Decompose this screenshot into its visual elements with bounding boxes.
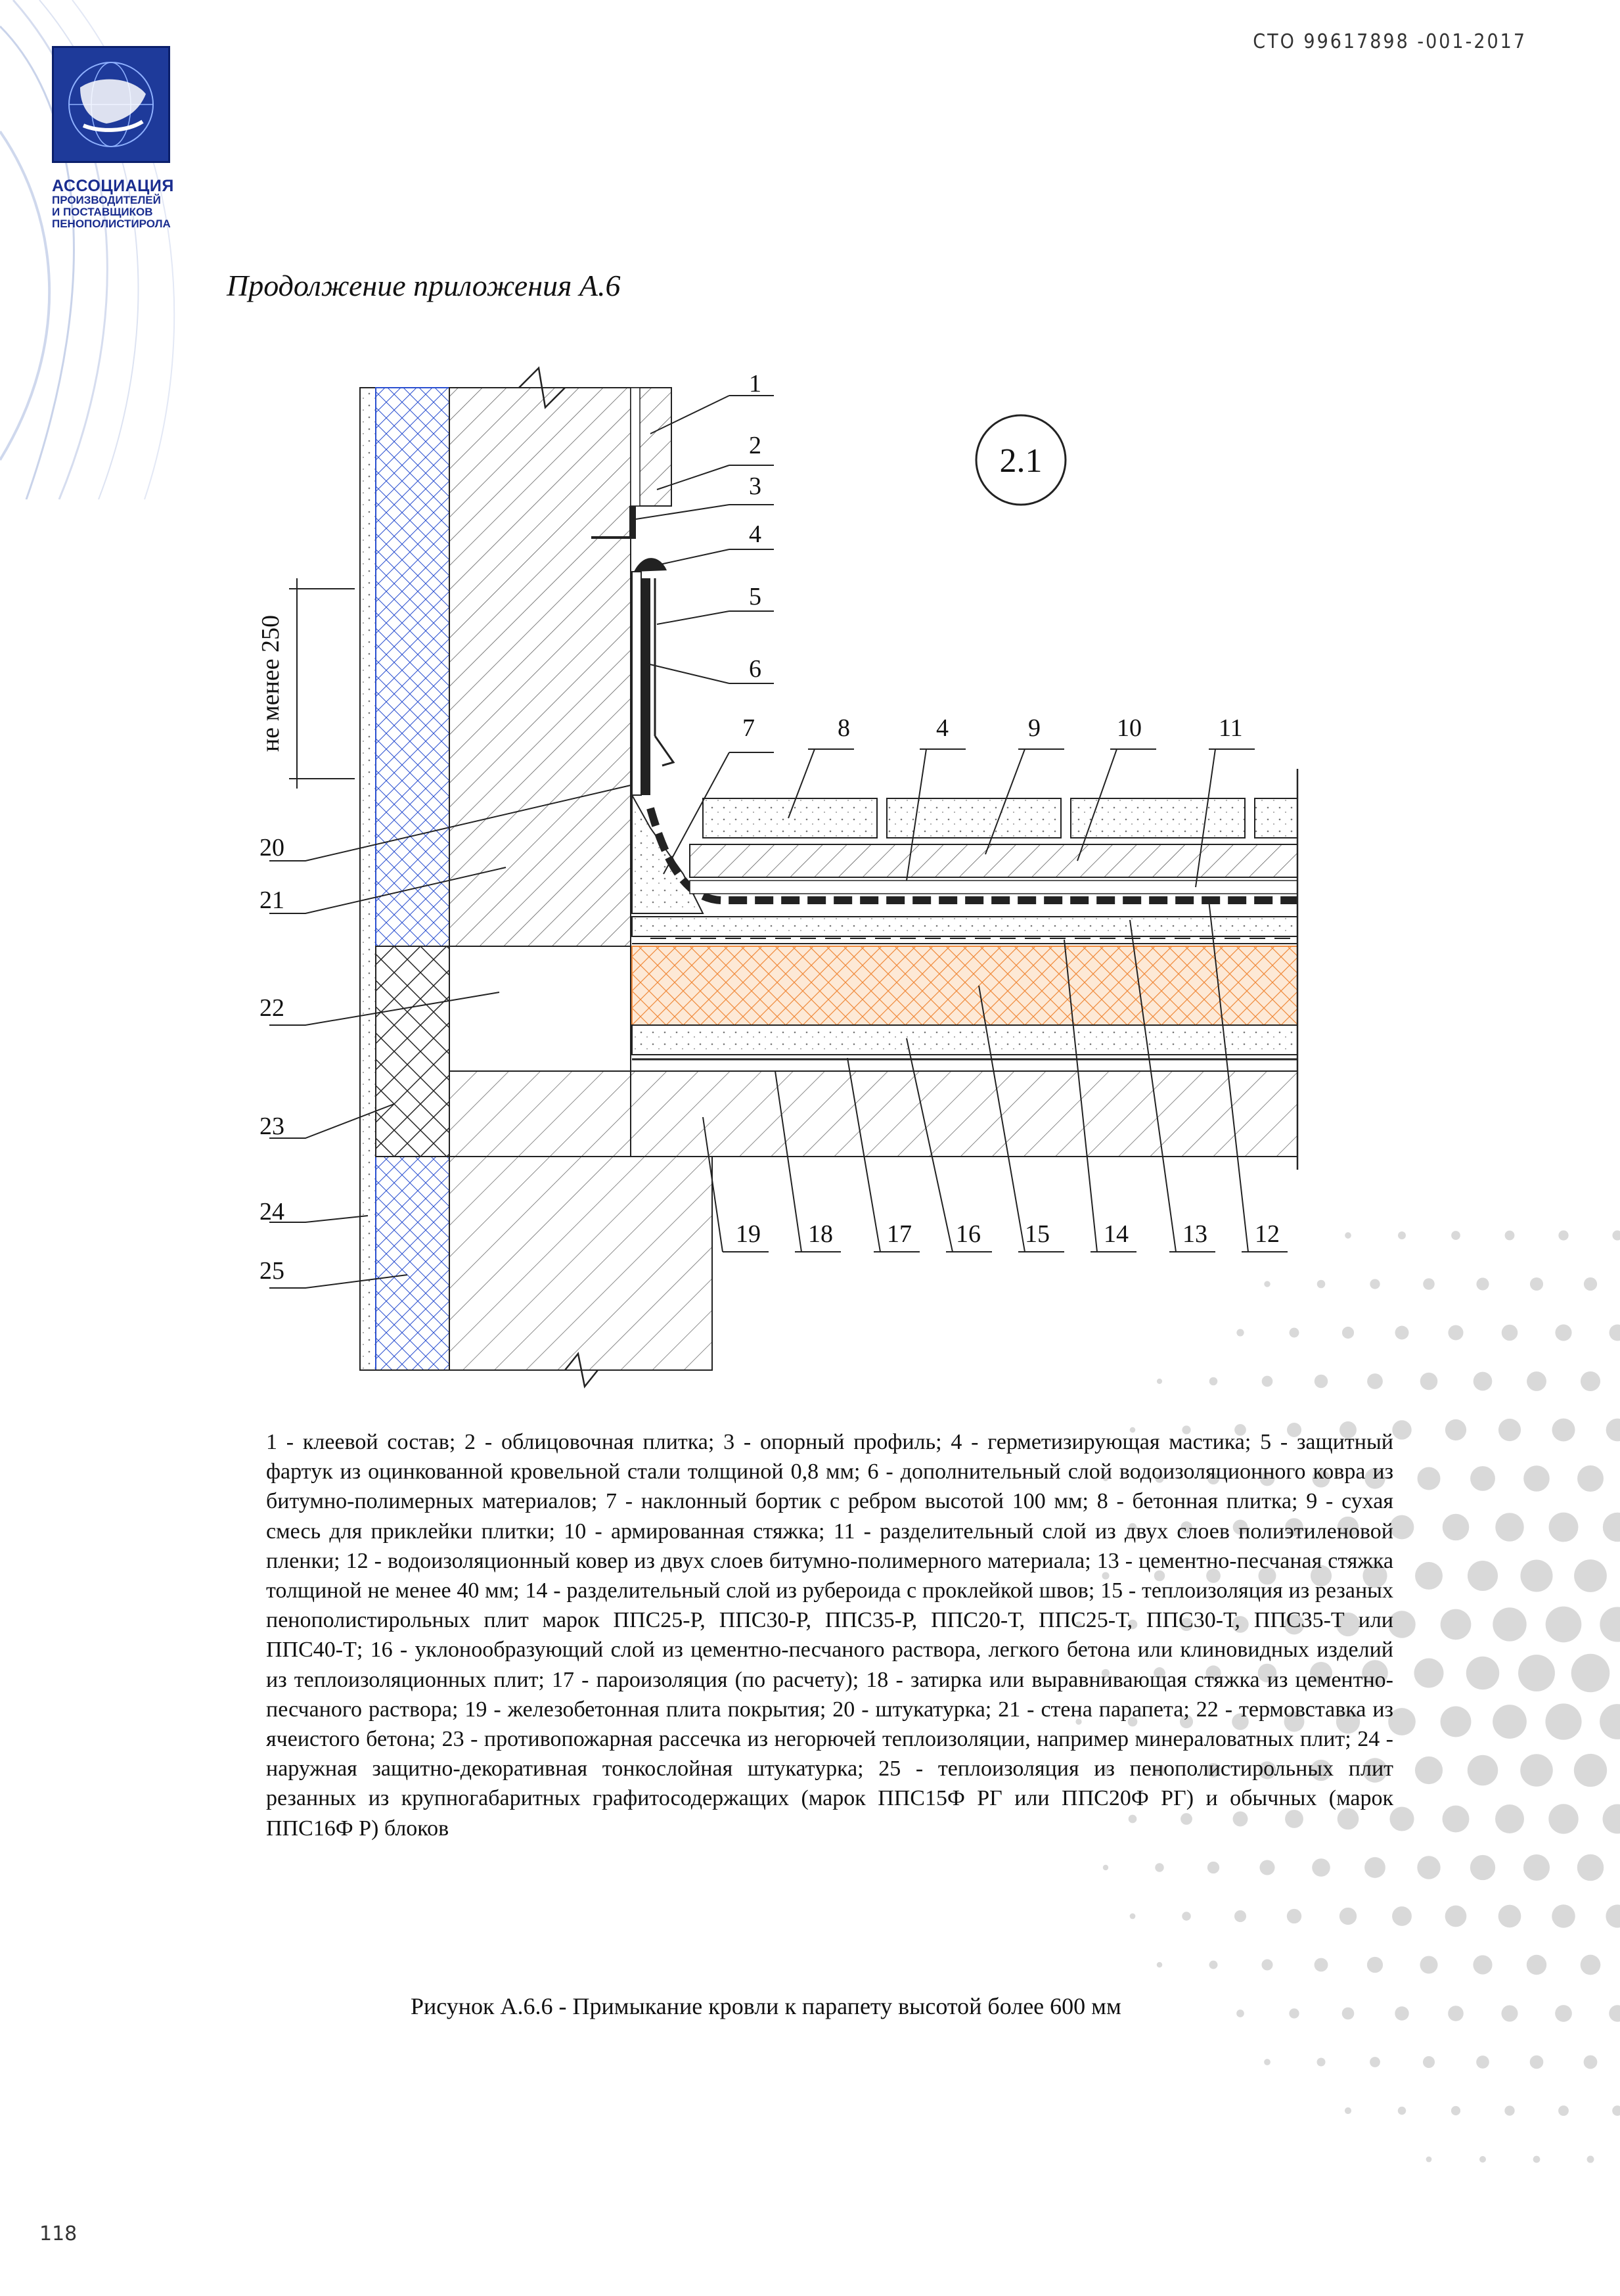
halftone-dot: [1315, 1958, 1328, 1972]
halftone-dot: [1441, 1707, 1472, 1737]
halftone-dot: [1392, 1906, 1412, 1926]
halftone-dot: [1441, 1609, 1472, 1640]
callout-13: 13: [1182, 1220, 1207, 1248]
halftone-dot: [1370, 2057, 1380, 2067]
halftone-dot: [1520, 1559, 1552, 1592]
callout-10: 10: [1117, 714, 1142, 742]
halftone-dot: [1574, 1559, 1607, 1592]
halftone-dot: [1476, 2055, 1489, 2069]
halftone-dot: [1209, 1961, 1218, 1969]
halftone-dot: [1493, 1607, 1526, 1641]
figure-legend: 1 - клеевой состав; 2 - облицовочная плитка; 3 - опорный профиль; 4 - герметизирующая мастика; 5 - защитный фартук из оцинкованной кровельной стали толщиной 0,8 мм; 6 - дополнительный слой водоизоляционного ковра из битумно-полимерных материалов; 7 - наклонный бортик с ребром высотой 100 мм; 8 - бетонная плитка; 9 - сухая смесь для приклейки плитки; 10 - армированная стяжка; 11 - разделительный слой из двух слоев полиэтиленовой пленки; 12 - водоизоляционный ковер из двух слоев битумно-полимерного материала; 13 - цементно-песчаная стяжка толщиной не менее 40 мм; 14 - разделительный слой из рубероида с проклейкой швов; 15 - теплоизоляция из резаных пенополистирольных плит марок ППС25-Р, ППС30-Р, ППС35-Р, ППС20-Т, ППС25-Т, ППС30-Т, ППС35-Т или ППС40-Т; 16 - уклонообразующий слой из цементно-песчаного раствора, легкого бетона или клиновидных изделий из теплоизоляционных плит; 17 - пароизоляция (по расчету); 18 - затирка или выравнивающая стяжка из цементно-песчаного раствора; 19 - железобетонная плита покрытия; 20 - штукатурка; 21 - стена парапета; 22 - термовставка из ячеистого бетона; 23 - противопожарная рассечка из негорючей теплоизоляции, например минераловатных плит; 24 - наружная защитно-декоративная тонкослойная штукатурка; 25 - теплоизоляция из пенополистирольных плит резанных из крупногабаритных графитосодержащих (марок ППС15Ф РГ или ППС20Ф РГ) и обычных (марок ППС16Ф Р) блоков: [266, 1430, 1393, 1841]
halftone-dot: [1364, 1857, 1385, 1878]
callout-18: 18: [808, 1220, 833, 1248]
halftone-dot: [1339, 1908, 1357, 1925]
halftone-dot: [1157, 1962, 1162, 1967]
halftone-dot: [1398, 2107, 1406, 2115]
halftone-dot: [1264, 2059, 1271, 2065]
halftone-dot: [1606, 1904, 1620, 1927]
callout-14: 14: [1104, 1220, 1129, 1248]
halftone-dot: [1389, 1806, 1414, 1831]
halftone-dot: [1182, 1912, 1190, 1920]
halftone-dot: [1261, 1959, 1272, 1970]
halftone-dot: [1581, 1955, 1601, 1975]
halftone-dot: [1390, 1515, 1414, 1540]
halftone-dot: [1420, 1956, 1437, 1973]
halftone-dot: [1577, 1854, 1604, 1881]
halftone-dot: [1443, 1514, 1470, 1541]
halftone-dot: [1571, 1654, 1610, 1693]
halftone-dot: [1600, 1704, 1620, 1739]
halftone-dot: [1479, 2156, 1486, 2163]
halftone-dot: [1555, 2005, 1572, 2022]
halftone-dot: [1236, 2009, 1244, 2017]
callout-2: 2: [749, 432, 761, 459]
halftone-dot: [1470, 1855, 1495, 1880]
callout-16: 16: [956, 1220, 981, 1248]
halftone-dot: [1533, 2156, 1541, 2163]
halftone-dot: [1130, 1914, 1136, 1919]
halftone-dot: [1342, 2008, 1355, 2020]
callout-20: 20: [259, 834, 284, 861]
halftone-dot: [1495, 1804, 1524, 1833]
halftone-dot: [1523, 1465, 1550, 1492]
halftone-dot: [1395, 2006, 1408, 2020]
halftone-dot: [1603, 1804, 1620, 1834]
halftone-dot: [1423, 2056, 1435, 2068]
callout-7: 7: [742, 714, 755, 742]
callout-15: 15: [1025, 1220, 1050, 1248]
halftone-dot: [1574, 1754, 1607, 1787]
halftone-dot: [1549, 1513, 1579, 1542]
page-number: 118: [39, 2222, 78, 2245]
halftone-dot: [1414, 1659, 1444, 1688]
callout-21: 21: [259, 886, 284, 914]
callout-3: 3: [749, 472, 761, 500]
halftone-dot: [1417, 1856, 1440, 1879]
halftone-dot: [1448, 2006, 1464, 2021]
halftone-dot: [1530, 2055, 1544, 2069]
callout-9: 9: [1028, 714, 1041, 742]
detail-label: 2.1: [999, 442, 1043, 480]
halftone-dot: [1415, 1562, 1443, 1590]
callout-25: 25: [259, 1257, 284, 1285]
halftone-dot: [1495, 1513, 1523, 1541]
halftone-dot: [1451, 2106, 1460, 2115]
halftone-dot: [1545, 1703, 1581, 1739]
halftone-dot: [1470, 1466, 1495, 1491]
halftone-dot: [1466, 1657, 1499, 1689]
halftone-dot: [1415, 1756, 1443, 1784]
halftone-dot: [1600, 1607, 1620, 1642]
callout-6: 6: [749, 655, 761, 683]
halftone-dot: [1367, 1957, 1383, 1973]
halftone-dot: [1259, 1860, 1274, 1875]
halftone-dot: [1504, 2105, 1514, 2115]
halftone-dot: [1317, 2058, 1326, 2067]
halftone-dot: [1312, 1858, 1330, 1877]
callout-8: 8: [838, 714, 850, 742]
callout-11: 11: [1219, 714, 1243, 742]
halftone-dot: [1287, 1909, 1301, 1923]
halftone-dot: [1289, 2008, 1299, 2018]
halftone-dot: [1603, 1513, 1620, 1542]
callout-1: 1: [749, 370, 761, 398]
callout-23: 23: [259, 1113, 284, 1140]
halftone-dot: [1473, 1955, 1492, 1974]
figure-caption: Рисунок А.6.6 - Примыкание кровли к парапету высотой более 600 мм: [411, 1993, 1121, 2019]
callout-12: 12: [1255, 1220, 1280, 1248]
halftone-dot: [1345, 2107, 1351, 2114]
halftone-dot: [1546, 1607, 1582, 1643]
callout-24: 24: [259, 1198, 284, 1226]
halftone-dot: [1468, 1561, 1498, 1591]
callout-4b: 4: [936, 714, 949, 742]
callout-5: 5: [749, 583, 761, 610]
halftone-dot: [1552, 1904, 1575, 1928]
callout-17: 17: [887, 1220, 912, 1248]
callout-22: 22: [259, 994, 284, 1022]
halftone-dot: [1468, 1755, 1498, 1785]
standard-code: СТО 99617898 -001-2017: [1253, 30, 1527, 53]
halftone-dot: [1523, 1854, 1550, 1881]
halftone-dot: [1498, 1905, 1521, 1928]
dimension-label: не менее 250: [257, 614, 284, 752]
halftone-dot: [1445, 1906, 1467, 1927]
halftone-dot: [1527, 1955, 1546, 1975]
halftone-dot: [1587, 2156, 1594, 2163]
halftone-dot: [1418, 1467, 1441, 1490]
halftone-dot: [1518, 1655, 1555, 1691]
halftone-dot: [1426, 2157, 1432, 2163]
halftone-dot: [1548, 1804, 1578, 1833]
halftone-dot: [1558, 2105, 1569, 2116]
callout-19: 19: [736, 1220, 761, 1248]
halftone-dot: [1612, 2105, 1620, 2116]
halftone-dot: [1103, 1865, 1108, 1870]
halftone-dot: [1520, 1754, 1553, 1787]
halftone-dot: [1609, 2005, 1620, 2021]
halftone-dot: [1443, 1806, 1470, 1833]
callout-4: 4: [749, 520, 761, 548]
halftone-dot: [1155, 1863, 1163, 1871]
section-subtitle: Продолжение приложения А.6: [227, 269, 621, 302]
halftone-dot: [1207, 1862, 1219, 1873]
halftone-dot: [1493, 1705, 1527, 1739]
halftone-dot: [1584, 2055, 1598, 2069]
halftone-dot: [1234, 1910, 1246, 1922]
association-name: АССОЦИАЦИЯ ПРОИЗВОДИТЕЛЕЙ И ПОСТАВЩИКОВ ПЕНОПОЛИСТИРОЛА: [52, 177, 174, 230]
halftone-dot: [1577, 1465, 1604, 1492]
halftone-dot: [1501, 2005, 1518, 2021]
